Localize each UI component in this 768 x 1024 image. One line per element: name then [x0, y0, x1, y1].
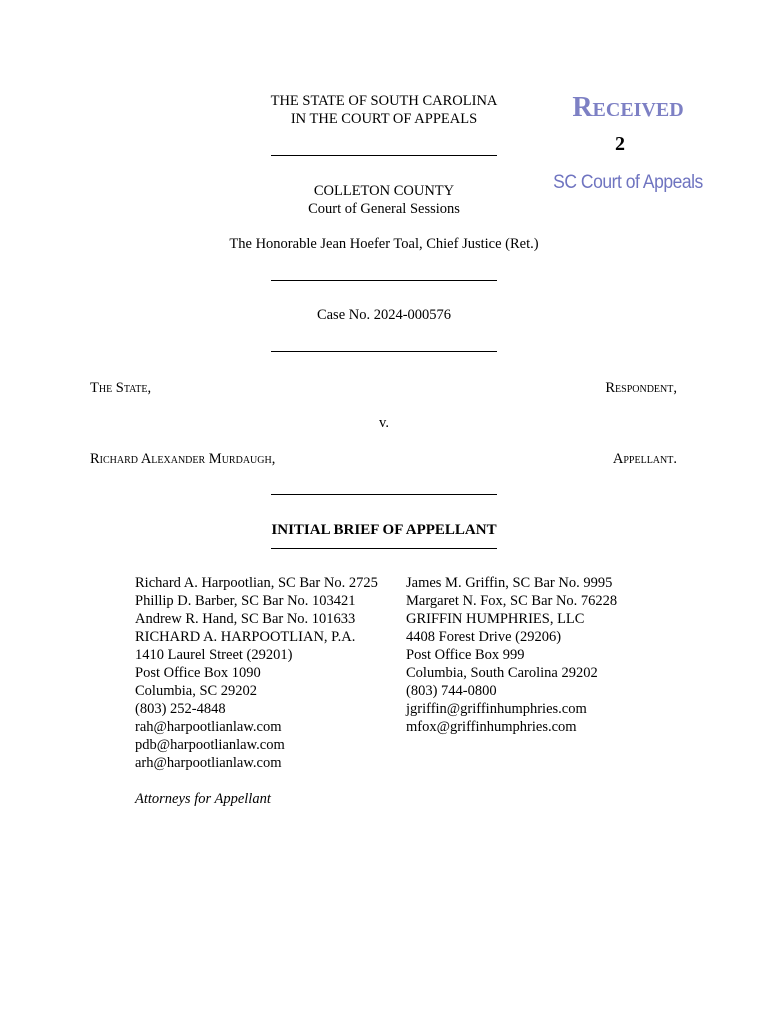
counsel-right-block	[406, 574, 617, 736]
counsel-line: Phillip D. Barber, SC Bar No. 103421	[135, 593, 356, 609]
brief-title: INITIAL BRIEF OF APPELLANT	[271, 522, 497, 538]
counsel-line: RICHARD A. HARPOOTLIAN, P.A.	[135, 629, 356, 645]
counsel-line: 1410 Laurel Street (29201)	[135, 647, 293, 663]
counsel-email: pdb@harpootlianlaw.com	[135, 737, 285, 753]
divider	[271, 548, 497, 549]
counsel-line: Andrew R. Hand, SC Bar No. 101633	[135, 611, 356, 627]
versus: v.	[379, 415, 389, 431]
lower-court-name: Court of General Sessions	[308, 201, 460, 217]
counsel-line: Columbia, South Carolina 29202	[406, 665, 598, 681]
counsel-email: jgriffin@griffinhumphries.com	[406, 701, 587, 717]
divider	[271, 494, 497, 495]
counsel-line: Columbia, SC 29202	[135, 683, 258, 699]
appellant-name: Richard Alexander Murdaugh,	[90, 451, 276, 467]
judge-name: The Honorable Jean Hoefer Toal, Chief Justice (Ret.)	[229, 236, 539, 252]
divider	[271, 351, 497, 352]
attorneys-for-appellant: Attorneys for Appellant	[135, 791, 271, 807]
counsel-left-block	[135, 574, 378, 808]
county-name: COLLETON COUNTY	[313, 183, 455, 199]
court-state-line: THE STATE OF SOUTH CAROLINA	[270, 93, 498, 109]
counsel-line: Post Office Box 1090	[135, 665, 261, 681]
stamp-court-name: SC Court of Appeals	[553, 172, 703, 193]
divider	[271, 280, 497, 281]
counsel-line: Richard A. Harpootlian, SC Bar No. 2725	[135, 575, 378, 591]
counsel-line: (803) 744-0800	[406, 683, 497, 699]
respondent-role: Respondent,	[605, 380, 677, 396]
counsel-line: Post Office Box 999	[406, 647, 525, 663]
counsel-line: GRIFFIN HUMPHRIES, LLC	[406, 611, 585, 627]
counsel-line: (803) 252-4848	[135, 701, 226, 717]
divider	[271, 155, 497, 156]
received-stamp: Received	[572, 92, 684, 123]
case-number: Case No. 2024-000576	[316, 307, 452, 323]
counsel-email: rah@harpootlianlaw.com	[135, 719, 282, 735]
counsel-line: 4408 Forest Drive (29206)	[406, 629, 562, 645]
counsel-line: Margaret N. Fox, SC Bar No. 76228	[406, 593, 618, 609]
counsel-email: mfox@griffinhumphries.com	[406, 719, 577, 735]
stamp-number: 2	[615, 133, 625, 155]
respondent-name: The State,	[90, 380, 152, 396]
appellant-role: Appellant.	[612, 451, 677, 467]
counsel-line: James M. Griffin, SC Bar No. 9995	[406, 575, 613, 591]
counsel-email: arh@harpootlianlaw.com	[135, 755, 282, 771]
court-name-line: IN THE COURT OF APPEALS	[290, 111, 478, 127]
